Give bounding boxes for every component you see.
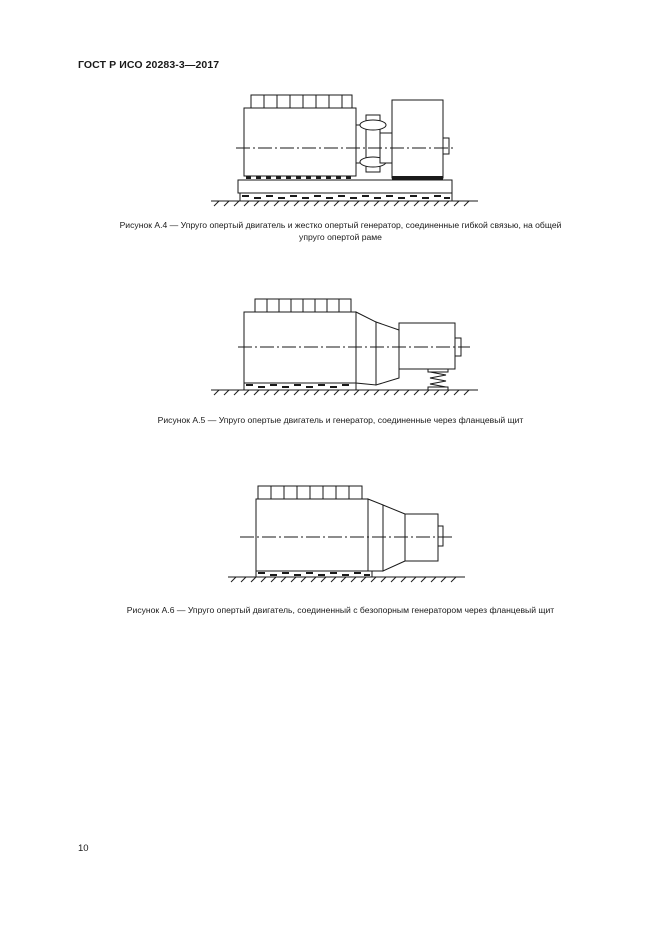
engine-body: [256, 499, 368, 571]
figure-a6-caption: Рисунок А.6 — Упруго опертый двигатель, соединенный с безопорным генератором через фланцевый щит: [126, 605, 555, 615]
generator-end-cap: [438, 526, 443, 546]
flange-housing: [368, 499, 383, 571]
engine-resilient-mounts: [258, 572, 370, 576]
figure-a5-caption: Рисунок А.5 — Упруго опертые двигатель и генератор, соединенные через фланцевый щит: [157, 415, 524, 425]
figure-a4-caption-line1: Рисунок А.4 — Упруго опертый двигатель и жестко опертый генератор, соединенные гибкой связью, на общей: [119, 220, 562, 230]
page-number: 10: [78, 843, 89, 854]
flange-adapter: [383, 505, 405, 571]
figure-a4-caption-line2: упруго опертой раме: [299, 232, 382, 242]
engine-cylinder-heads: [258, 486, 362, 499]
ground-hatch: [231, 577, 456, 582]
document-header: ГОСТ Р ИСО 20283-3—2017: [78, 59, 220, 71]
